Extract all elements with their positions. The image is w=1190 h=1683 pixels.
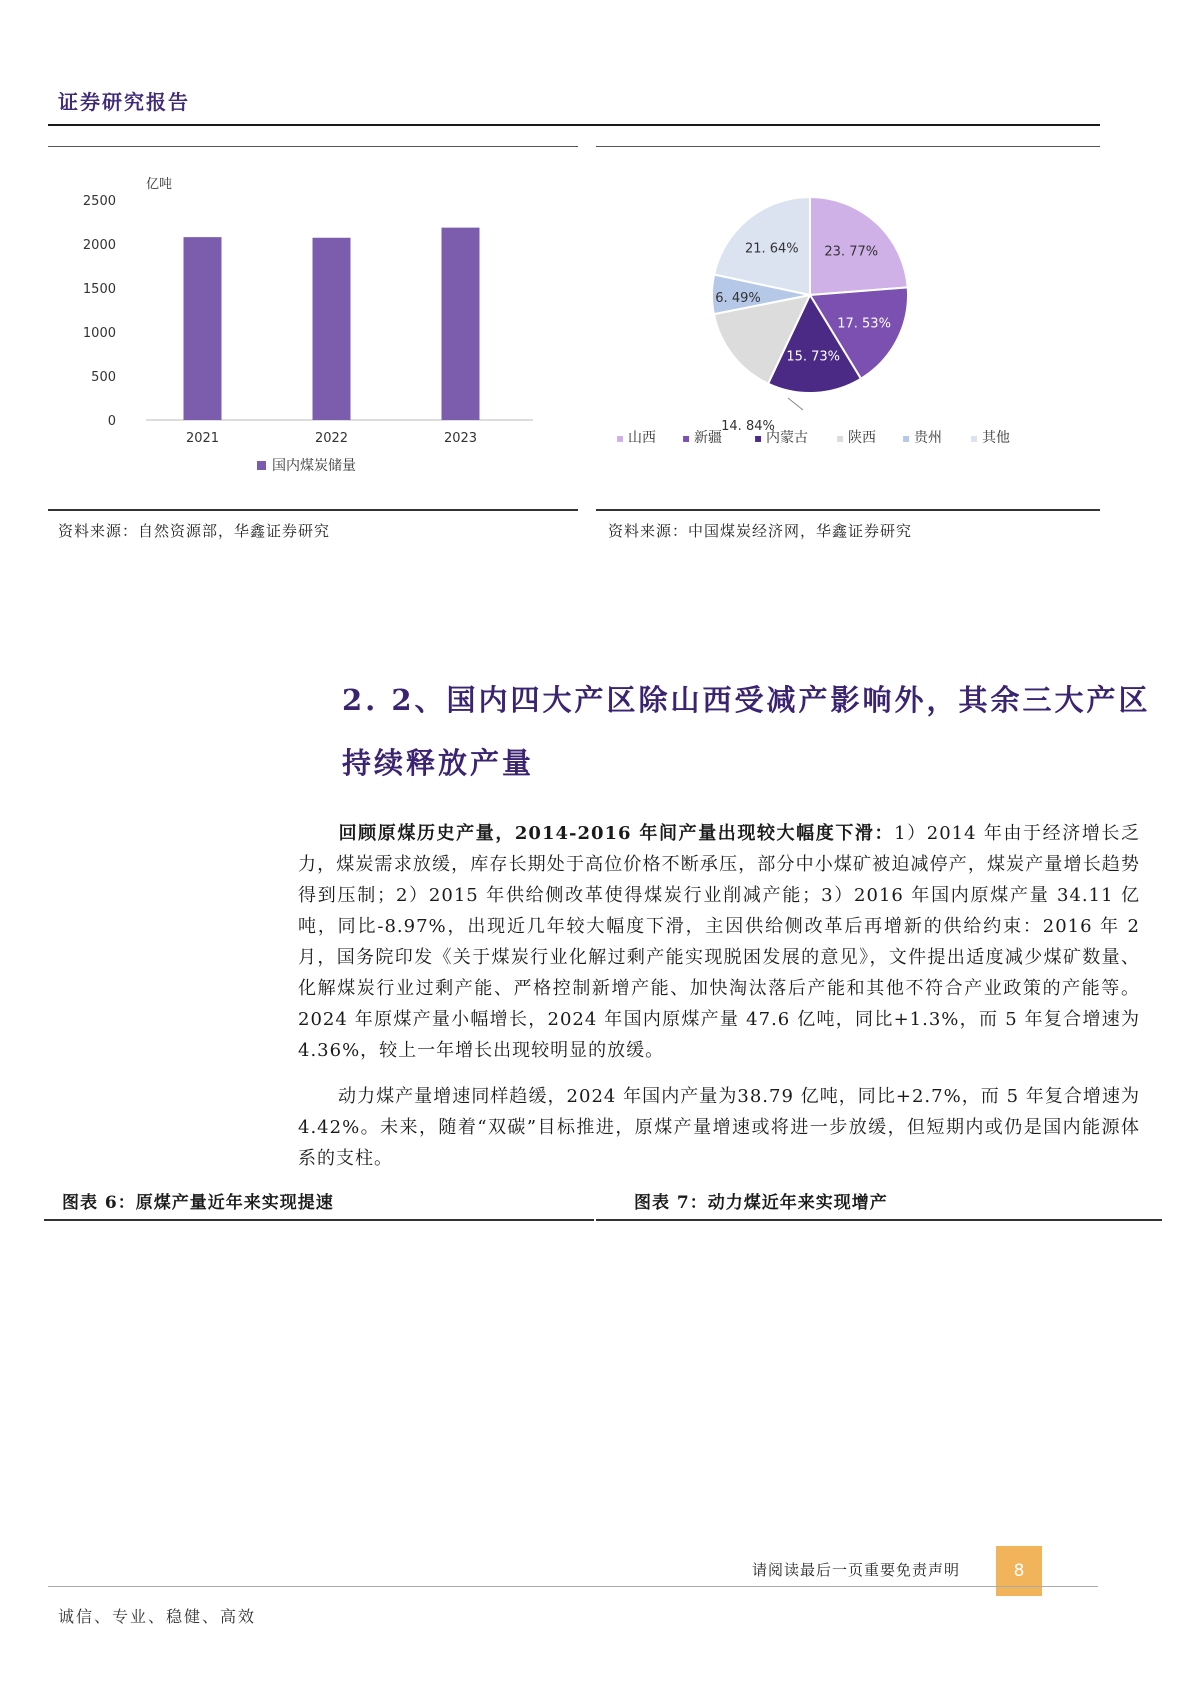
bar-2023 — [442, 228, 480, 420]
legend-swatch: ▪ — [970, 431, 979, 445]
section-heading-line2: 持续释放产量 — [342, 746, 535, 780]
pie-chart-source: 资料来源：中国煤炭经济网，华鑫证券研究 — [608, 522, 913, 540]
x-tick-label: 2023 — [443, 431, 478, 446]
bar-legend-label: 国内煤炭储量 — [272, 458, 356, 474]
right-source-rule — [596, 509, 1100, 511]
pie-value-label: 23. 77% — [824, 244, 879, 260]
bar-chart-source: 资料来源：自然资源部，华鑫证券研究 — [58, 522, 331, 540]
left-chart-top-rule — [48, 146, 578, 147]
legend-label: 陕西 — [848, 430, 876, 446]
legend-label: 其他 — [982, 430, 1010, 446]
legend-swatch: ▪ — [682, 431, 691, 445]
coal-reserves-bar-chart — [48, 160, 578, 490]
bar-chart-x-axis — [186, 431, 477, 446]
report-header-title: 证券研究报告 — [58, 90, 190, 114]
legend-label: 山西 — [628, 430, 656, 446]
page-number: 8 — [996, 1546, 1042, 1596]
x-tick-label: 2022 — [314, 431, 349, 446]
paragraph-2-body: 动力煤产量增速同样趋缓，2024 年国内产量为38.79 亿吨，同比+2.7%，而 5 年复合增速为 4.42%。未来，随着“双碳”目标推进，原煤产量增速或将进一步放缓，但短期内或仍是国内能源体系的支柱。 — [298, 1086, 1140, 1169]
pie-value-label: 14. 84% — [721, 419, 775, 434]
coal-production-pie-chart — [596, 160, 1100, 490]
x-tick-label: 2021 — [185, 431, 220, 446]
legend-label: 内蒙古 — [766, 430, 808, 446]
y-tick-label: 1500 — [82, 282, 116, 297]
bar-2022 — [313, 238, 351, 420]
paragraph-1-lead: 回顾原煤历史产量，2014-2016 年间产量出现较大幅度下滑： — [338, 823, 895, 844]
pie-value-label: 21. 64% — [744, 241, 799, 257]
section-heading-line1: 2. 2、国内四大产区除山西受减产影响外，其余三大产区 — [342, 683, 1151, 717]
paragraph-2 — [298, 1081, 1140, 1174]
company-motto: 诚信、专业、稳健、高效 — [58, 1607, 257, 1626]
header-rule — [48, 124, 1100, 126]
pie-value-label: 15. 73% — [786, 349, 841, 365]
pie-value-label: 17. 53% — [837, 316, 891, 332]
disclaimer-note: 请阅读最后一页重要免责声明 — [752, 1561, 961, 1579]
y-tick-label: 1000 — [82, 326, 116, 341]
figure-6-caption: 图表 6：原煤产量近年来实现提速 — [62, 1193, 334, 1213]
legend-swatch: ▪ — [836, 431, 845, 445]
figure-7-caption: 图表 7：动力煤近年来实现增产 — [634, 1193, 888, 1213]
bar-legend-swatch — [257, 461, 266, 470]
y-tick-label: 0 — [107, 414, 116, 429]
pie-value-label: 6. 49% — [715, 291, 761, 306]
paragraph-1-body: 1）2014 年由于经济增长乏力，煤炭需求放缓，库存长期处于高位价格不断承压，部分中小煤矿被迫减停产，煤炭产量增长趋势得到压制；2）2015 年供给侧改革使得煤炭行业削减产能；3）2016 年国内原煤产量 34.11 亿吨，同比-8.97%，出现近几年较大幅度下滑，主因供给侧改革后再增新的供给约束：2016 年 2 月，国务院印发《关于煤炭行业化解过剩产能实现脱困发展的意见》，文件提出适度减少煤矿数量、化解煤炭行业过剩产能、严格控制新增产能、加快淘汰落后产能和其他不符合产业政策的产能等。2024 年原煤产量小幅增长，2024 年国内原煤产量 47.6 亿吨，同比+1.3%，而 5 年复合增速为4.36%，较上一年增长出现较明显的放缓。 — [298, 823, 1140, 1061]
bar-chart-bars — [184, 228, 480, 420]
figure-6-rule — [44, 1219, 594, 1221]
footer-rule — [48, 1586, 1098, 1587]
y-tick-label: 2000 — [82, 238, 116, 253]
paragraph-1 — [298, 818, 1140, 1066]
bar-chart-unit-label: 亿吨 — [146, 177, 173, 192]
y-tick-label: 500 — [91, 370, 116, 385]
figure-7-rule — [596, 1219, 1162, 1221]
legend-swatch: ▪ — [616, 431, 625, 445]
legend-label: 贵州 — [914, 430, 942, 446]
legend-swatch: ▪ — [902, 431, 911, 445]
legend-label: 新疆 — [694, 430, 722, 446]
bar-2021 — [184, 237, 222, 420]
right-chart-top-rule — [596, 146, 1100, 147]
y-tick-label: 2500 — [82, 194, 116, 209]
left-source-rule — [48, 509, 578, 511]
pie-legend — [616, 429, 1010, 446]
legend-swatch: ▪ — [754, 431, 763, 445]
bar-chart-y-axis — [83, 194, 116, 429]
pie-leader-line — [788, 398, 803, 410]
